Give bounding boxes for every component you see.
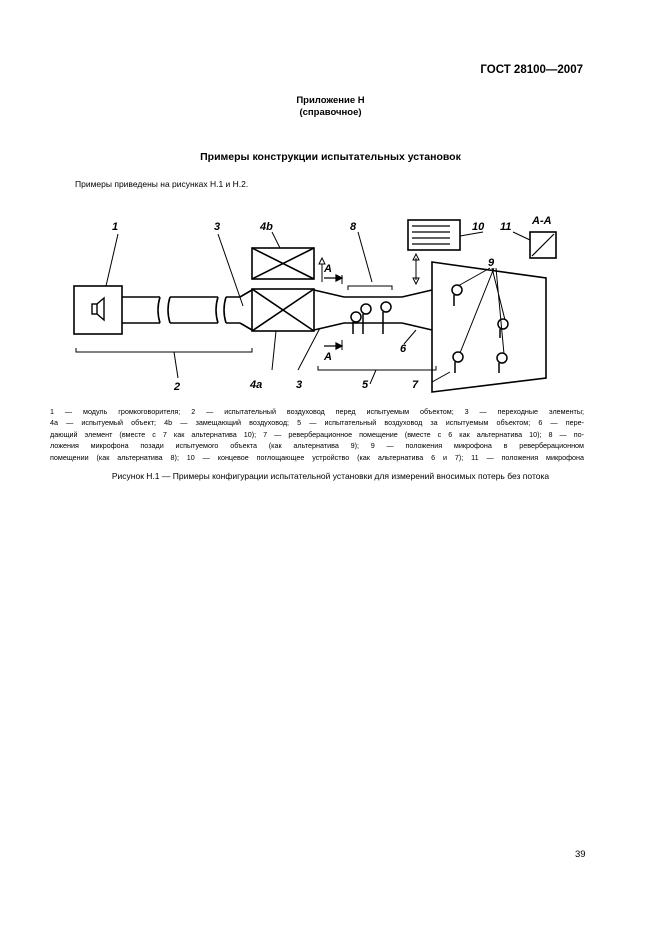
label-6: 6	[400, 343, 407, 355]
legend-line: ложения микрофона позади испытуемого объекта (как альтернатива 9); 9 — положения микрофона в реверберационном	[50, 441, 584, 451]
label-11: 11	[500, 221, 512, 233]
document-code: ГОСТ 28100—2007	[480, 64, 583, 76]
label-section-aa: A-A	[532, 215, 552, 227]
legend-line: помещении (как альтернатива 8); 10 — концевое поглощающее устройство (как альтернатива 6 и 7); 11 — положения микрофона	[50, 452, 584, 462]
termination-box	[408, 220, 460, 250]
label-a-top: A	[324, 263, 332, 275]
label-2: 2	[174, 381, 181, 393]
intro-text: Примеры приведены на рисунках Н.1 и Н.2.	[75, 179, 249, 189]
duct-microphone-icons	[351, 302, 391, 334]
section-title: Примеры конструкции испытательных установок	[200, 151, 461, 163]
appendix-subtitle: (справочное)	[299, 107, 362, 118]
label-8: 8	[350, 221, 357, 233]
label-a-bottom: A	[324, 351, 332, 363]
label-1: 1	[112, 221, 119, 233]
legend-line: 1 — модуль громкоговорителя; 2 — испытательный воздуховод перед испытуемым объектом; 3 — переходные элементы;	[50, 407, 584, 416]
label-3-top: 3	[214, 221, 221, 233]
loudspeaker-box	[74, 286, 122, 334]
legend-line: 4a — испытуемый объект; 4b — замещающий воздуховод; 5 — испытательный воздуховод за испытуемым объектом; 6 — пере-	[50, 418, 584, 428]
label-7: 7	[412, 379, 419, 391]
figure-legend	[50, 406, 584, 463]
label-5: 5	[362, 379, 369, 391]
appendix-heading	[0, 95, 661, 119]
figure-caption: Рисунок Н.1 — Примеры конфигурации испытательной установки для измерений вносимых потерь без потока	[111, 471, 550, 481]
label-3-bottom: 3	[296, 379, 303, 391]
label-10: 10	[472, 221, 485, 233]
test-setup-figure	[60, 210, 560, 400]
legend-line: дающий элемент (вместе с 7 как альтернатива 10); 7 — реверберационное помещение (вместе с 6 как альтернатива 10); 8 — по-	[50, 429, 584, 439]
label-4b: 4b	[260, 221, 273, 233]
appendix-title: Приложение Н	[296, 95, 365, 106]
speaker-icon	[92, 298, 104, 320]
page-number: 39	[575, 849, 586, 860]
label-4a: 4a	[250, 379, 263, 391]
label-9: 9	[488, 257, 495, 269]
